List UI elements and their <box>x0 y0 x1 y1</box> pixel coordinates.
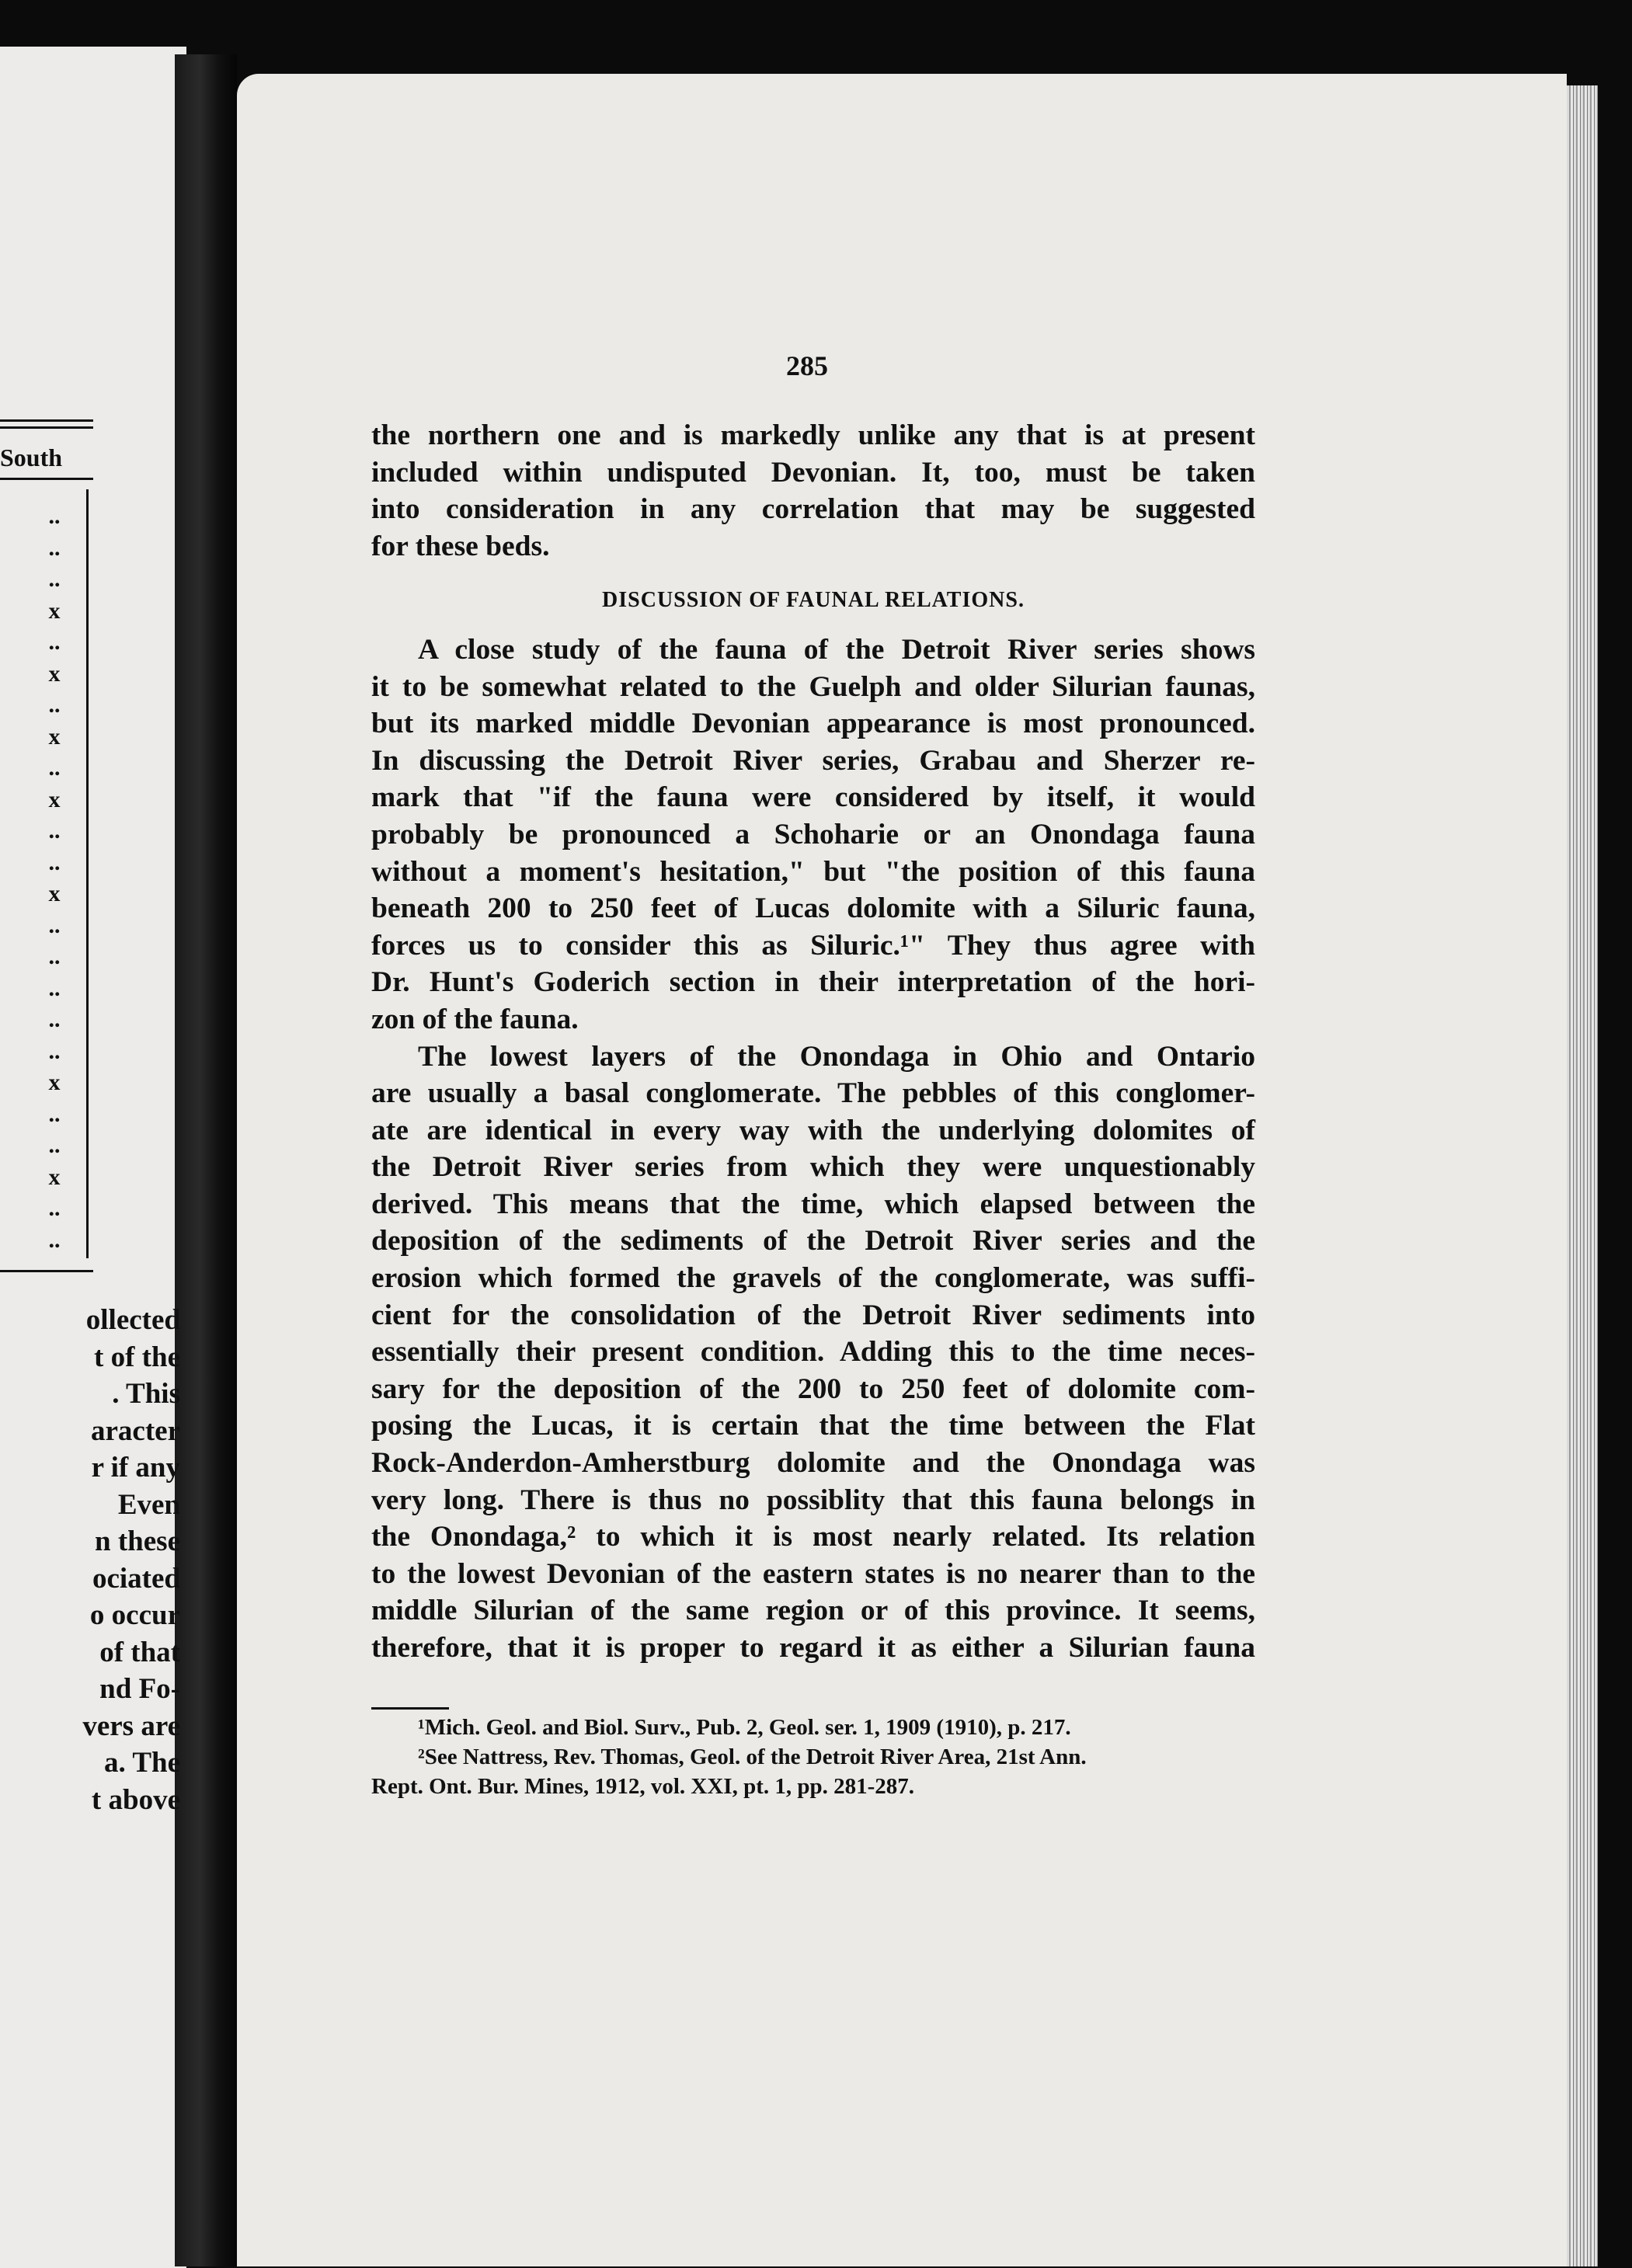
table-mark: .. <box>48 755 61 781</box>
footnote-line: Rept. Ont. Bur. Mines, 1912, vol. XXI, pt. 1, pp. 281-287. <box>371 1774 915 1799</box>
table-top-rule <box>0 419 93 422</box>
table-mark: x <box>48 723 61 750</box>
left-page-text-line: t of the <box>94 1341 180 1373</box>
table-mark: .. <box>48 849 61 875</box>
paragraph-1-line: into consideration in any correlation that may be suggested <box>371 493 1255 526</box>
table-mark: .. <box>48 975 61 1001</box>
footnote-line: ²See Nattress, Rev. Thomas, Geol. of the Detroit River Area, 21st Ann. <box>418 1744 1087 1769</box>
body-text <box>371 417 1255 1667</box>
paragraph-3-line: therefore, that it is proper to regard it as either a Silurian fauna <box>371 1632 1255 1664</box>
paragraph-1-line: for these beds. <box>371 530 550 562</box>
paragraph-2-line: beneath 200 to 250 feet of Lucas dolomite with a Siluric fauna, <box>371 892 1255 925</box>
left-page-text-line: nd Fo- <box>99 1673 180 1705</box>
paragraph-1 <box>371 417 1255 565</box>
table-mark: .. <box>48 1007 61 1032</box>
paragraph-3-line: The lowest layers of the Onondaga in Ohio and Ontario <box>418 1040 1255 1073</box>
column-header-south: South <box>0 444 63 471</box>
paragraph-3-line: the Onondaga,² to which it is most nearly related. Its relation <box>371 1521 1255 1553</box>
footnote-rule <box>371 1707 449 1710</box>
paragraph-2-line: zon of the fauna. <box>371 1003 579 1035</box>
left-page-text-line: n these <box>95 1525 180 1557</box>
paragraph-3-line: posing the Lucas, it is certain that the time between the Flat <box>371 1410 1255 1442</box>
table-mark: x <box>48 1164 61 1190</box>
paragraph-3-line: middle Silurian of the same region or of this province. It seems, <box>371 1595 1255 1627</box>
paragraph-1-line: included within undisputed Devonian. It, too, must be taken <box>371 456 1255 489</box>
left-page-fragment <box>0 47 186 2268</box>
table-top-rule-2 <box>0 426 93 429</box>
paragraph-3-line: very long. There is thus no possiblity that this fauna belongs in <box>371 1484 1255 1516</box>
table-mark: .. <box>48 629 61 655</box>
paragraph-2-line: without a moment's hesitation," but "the position of this fauna <box>371 855 1255 888</box>
paragraph-2-line: probably be pronounced a Schoharie or an Onondaga fauna <box>371 818 1255 850</box>
paragraph-3-line: the Detroit River series from which they were unquestionably <box>371 1151 1255 1184</box>
table-mark: .. <box>48 1195 61 1221</box>
table-mark: .. <box>48 503 61 529</box>
paragraph-3-line: erosion which formed the gravels of the conglomerate, was suffi- <box>371 1262 1255 1295</box>
paragraph-3-line: cient for the consolidation of the Detroit River sediments into <box>371 1299 1255 1331</box>
table-mark: .. <box>48 692 61 718</box>
table-mark: .. <box>48 944 61 969</box>
left-page-text-line: o occur <box>89 1599 180 1631</box>
table-mark: .. <box>48 1132 61 1158</box>
paragraph-3 <box>371 1038 1255 1667</box>
table-mark: x <box>48 881 61 906</box>
table-mark: .. <box>48 912 61 938</box>
paragraph-3-line: deposition of the sediments of the Detroit River series and the <box>371 1225 1255 1257</box>
paragraph-3-line: sary for the deposition of the 200 to 250 feet of dolomite com- <box>371 1372 1255 1405</box>
paragraph-3-line: Rock-Anderdon-Amherstburg dolomite and the Onondaga was <box>371 1447 1255 1480</box>
table-mark: .. <box>48 1101 61 1127</box>
left-page-text-line: vers are <box>82 1710 180 1742</box>
table-mark: x <box>48 597 61 624</box>
left-page-text-line: Even <box>117 1488 180 1521</box>
left-page-text-line: aracter <box>90 1414 180 1447</box>
table-mark: x <box>48 786 61 812</box>
table-mark: .. <box>48 1038 61 1064</box>
paragraph-2-line: it to be somewhat related to the Guelph and older Silurian faunas, <box>371 670 1255 703</box>
left-page-text-line: ollected <box>85 1304 180 1336</box>
paragraph-2-line: A close study of the fauna of the Detroit River series shows <box>418 633 1255 666</box>
footnote-line: ¹Mich. Geol. and Biol. Surv., Pub. 2, Geol. ser. 1, 1909 (1910), p. 217. <box>418 1715 1071 1740</box>
table-mark: .. <box>48 566 61 592</box>
paragraph-2 <box>371 631 1255 1038</box>
paragraph-2-line: In discussing the Detroit River series, Grabau and Sherzer re- <box>371 744 1255 777</box>
table-mark: .. <box>48 1226 61 1253</box>
paragraph-1-line: the northern one and is markedly unlike any that is at present <box>371 419 1255 451</box>
page-edges <box>1567 85 1598 2266</box>
table-header-rule <box>0 478 93 480</box>
left-page-text-line: r if any <box>91 1452 180 1484</box>
paragraph-3-line: ate are identical in every way with the underlying dolomites of <box>371 1114 1255 1146</box>
left-page-text-line: t above <box>91 1783 180 1816</box>
paragraph-3-line: essentially their present condition. Adding this to the time neces- <box>371 1336 1255 1369</box>
table-mark: x <box>48 660 61 687</box>
table-mark: x <box>48 1070 61 1095</box>
paragraph-2-line: Dr. Hunt's Goderich section in their interpretation of the hori- <box>371 966 1255 999</box>
left-page-text <box>0 1302 180 1818</box>
table-column-rule <box>86 489 89 1258</box>
paragraph-3-line: are usually a basal conglomerate. The pebbles of this conglomer- <box>371 1077 1255 1110</box>
paragraph-2-line: but its marked middle Devonian appearance is most pronounced. <box>371 708 1255 740</box>
left-page-text-line: a. The <box>103 1747 180 1779</box>
footnotes <box>371 1713 1257 1801</box>
left-page-text-line: ociated <box>92 1562 180 1595</box>
paragraph-3-line: derived. This means that the time, which elapsed between the <box>371 1188 1255 1220</box>
paragraph-3-line: to the lowest Devonian of the eastern states is no nearer than to the <box>371 1557 1255 1590</box>
section-heading: DISCUSSION OF FAUNAL RELATIONS. <box>602 588 1025 613</box>
paragraph-2-line: forces us to consider this as Siluric.¹" They thus agree with <box>371 929 1255 962</box>
table-bottom-rule <box>0 1270 93 1272</box>
table-mark: .. <box>48 534 61 561</box>
table-mark: .. <box>48 818 61 844</box>
paragraph-2-line: mark that "if the fauna were considered by itself, it would <box>371 781 1255 814</box>
page-number: 285 <box>786 350 828 381</box>
left-page-text-line: of that <box>99 1636 180 1668</box>
left-page-text-line: . This <box>112 1378 180 1410</box>
book-gutter <box>175 54 237 2266</box>
